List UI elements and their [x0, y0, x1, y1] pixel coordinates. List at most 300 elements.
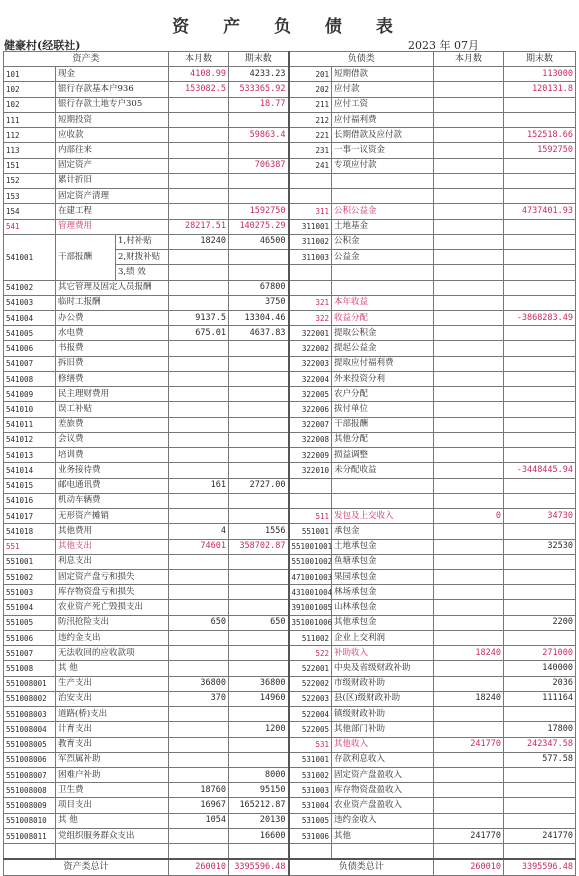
asset-period-end: 1200 — [229, 722, 289, 737]
asset-period-end: 358702.87 — [229, 539, 289, 554]
table-row — [4, 813, 576, 828]
liab-this-month — [434, 341, 504, 356]
table-row — [4, 783, 576, 798]
asset-period-end: 18.77 — [229, 97, 289, 112]
table-row — [4, 768, 576, 783]
asset-name: 库存物资盘亏和损失 — [56, 585, 169, 600]
asset-period-end — [229, 432, 289, 447]
liab-period-end — [504, 554, 576, 569]
asset-name: 其 他 — [56, 813, 169, 828]
asset-period-end — [229, 371, 289, 386]
asset-name: 卫生费 — [56, 783, 169, 798]
liab-period-end — [504, 813, 576, 828]
asset-period-end — [229, 600, 289, 615]
liab-code: 511002 — [289, 630, 332, 645]
asset-period-end — [229, 463, 289, 478]
asset-period-end — [229, 112, 289, 127]
asset-sub-item: 2,财拨补贴 — [116, 250, 169, 265]
liab-name: 公积金 — [332, 234, 434, 249]
asset-name: 项目支出 — [56, 798, 169, 813]
liab-code — [289, 189, 332, 204]
asset-name: 修缮费 — [56, 371, 169, 386]
asset-name: 应收款 — [56, 128, 169, 143]
table-row — [4, 326, 576, 341]
liab-this-month — [434, 554, 504, 569]
asset-period-end — [229, 189, 289, 204]
liab-code: 551001 — [289, 524, 332, 539]
asset-this-month — [169, 387, 229, 402]
asset-code: 551008006 — [4, 752, 56, 767]
table-row — [4, 189, 576, 204]
asset-this-month: 370 — [169, 691, 229, 706]
asset-period-end — [229, 402, 289, 417]
table-row — [4, 585, 576, 600]
liab-code: 322007 — [289, 417, 332, 432]
header-row — [4, 52, 576, 67]
liab-this-month — [434, 97, 504, 112]
asset-this-month — [169, 707, 229, 722]
asset-name: 教育支出 — [56, 737, 169, 752]
liab-code: 322 — [289, 310, 332, 325]
liab-this-month — [434, 768, 504, 783]
liab-name: 其他 — [332, 828, 434, 843]
table-row — [4, 493, 576, 508]
asset-this-month — [169, 554, 229, 569]
liab-period-end — [504, 844, 576, 860]
liab-code: 322008 — [289, 432, 332, 447]
asset-period-end: 2727.00 — [229, 478, 289, 493]
liab-code: 471001003 — [289, 569, 332, 584]
liab-total-period-end: 3395596.48 — [504, 859, 576, 875]
asset-code: 541 — [4, 219, 56, 234]
asset-period-end: 67800 — [229, 280, 289, 295]
asset-name: 书报费 — [56, 341, 169, 356]
liab-this-month — [434, 402, 504, 417]
liab-this-month — [434, 112, 504, 127]
asset-name: 其他费用 — [56, 524, 169, 539]
liab-name — [332, 189, 434, 204]
report-period: 2023 年 07月 — [408, 39, 479, 52]
liab-this-month — [434, 478, 504, 493]
liab-name: 其他承包金 — [332, 615, 434, 630]
asset-period-end: 59863.4 — [229, 128, 289, 143]
asset-name: 固定资产清理 — [56, 189, 169, 204]
liab-this-month — [434, 569, 504, 584]
table-row — [4, 691, 576, 706]
asset-name: 在建工程 — [56, 204, 169, 219]
asset-this-month — [169, 295, 229, 310]
table-row — [4, 280, 576, 295]
liab-this-month — [434, 448, 504, 463]
asset-period-end — [229, 493, 289, 508]
table-row — [4, 295, 576, 310]
asset-this-month: 74601 — [169, 539, 229, 554]
liab-this-month — [434, 600, 504, 615]
asset-this-month — [169, 737, 229, 752]
asset-name: 固定资产 — [56, 158, 169, 173]
liab-this-month: 241770 — [434, 737, 504, 752]
liab-period-end — [504, 798, 576, 813]
liab-name: 农业资产盘盈收入 — [332, 798, 434, 813]
liab-name: 干部报酬 — [332, 417, 434, 432]
liab-name: 市级财政补助 — [332, 676, 434, 691]
liab-period-end — [504, 280, 576, 295]
asset-this-month — [169, 661, 229, 676]
asset-name: 内部往来 — [56, 143, 169, 158]
asset-name: 违约金支出 — [56, 630, 169, 645]
asset-code: 551004 — [4, 600, 56, 615]
liab-code: 531005 — [289, 813, 332, 828]
asset-this-month: 153082.5 — [169, 82, 229, 97]
liab-code: 311003 — [289, 250, 332, 265]
liab-this-month — [434, 432, 504, 447]
organization-name: 健豪村(经联社) — [4, 39, 81, 52]
asset-code: 541013 — [4, 448, 56, 463]
asset-name: 会议费 — [56, 432, 169, 447]
liab-code: 211 — [289, 97, 332, 112]
liab-name: 公积公益金 — [332, 204, 434, 219]
asset-period-end: 20130 — [229, 813, 289, 828]
liab-this-month — [434, 387, 504, 402]
table-row — [4, 128, 576, 143]
liab-code: 322002 — [289, 341, 332, 356]
liab-this-month: 18240 — [434, 691, 504, 706]
liab-name — [332, 493, 434, 508]
liab-total-this-month: 260010 — [434, 859, 504, 875]
table-row — [4, 600, 576, 615]
table-row — [4, 112, 576, 127]
liab-code — [289, 265, 332, 280]
liab-code: 321 — [289, 295, 332, 310]
liab-this-month — [434, 371, 504, 386]
asset-code: 112 — [4, 128, 56, 143]
liab-this-month — [434, 250, 504, 265]
liab-code: 322004 — [289, 371, 332, 386]
asset-period-end — [229, 417, 289, 432]
asset-period-end — [229, 646, 289, 661]
liab-code: 391001005 — [289, 600, 332, 615]
asset-period-end — [229, 554, 289, 569]
asset-code: 551 — [4, 539, 56, 554]
table-row — [4, 82, 576, 97]
liab-name: 未分配收益 — [332, 463, 434, 478]
asset-code: 541011 — [4, 417, 56, 432]
table-row — [4, 402, 576, 417]
liab-code: 522003 — [289, 691, 332, 706]
asset-this-month — [169, 646, 229, 661]
balance-sheet-frame — [3, 51, 575, 873]
liab-period-end — [504, 768, 576, 783]
totals-row — [4, 859, 576, 875]
asset-this-month — [169, 722, 229, 737]
asset-code: 551008002 — [4, 691, 56, 706]
table-row — [4, 646, 576, 661]
liab-period-end — [504, 432, 576, 447]
asset-period-end — [229, 752, 289, 767]
table-row — [4, 524, 576, 539]
asset-this-month — [169, 189, 229, 204]
table-row — [4, 798, 576, 813]
asset-name: 党组织服务群众支出 — [56, 828, 169, 843]
liab-this-month — [434, 463, 504, 478]
liab-this-month — [434, 204, 504, 219]
liab-period-end: 2200 — [504, 615, 576, 630]
liab-this-month — [434, 326, 504, 341]
asset-code: 551007 — [4, 646, 56, 661]
asset-this-month — [169, 173, 229, 188]
asset-period-end — [229, 448, 289, 463]
asset-code: 152 — [4, 173, 56, 188]
asset-name: 办公费 — [56, 310, 169, 325]
asset-period-end — [229, 173, 289, 188]
liab-name: 发包及上交收入 — [332, 509, 434, 524]
liab-period-end — [504, 356, 576, 371]
asset-total-this-month: 260010 — [169, 859, 229, 875]
table-row — [4, 752, 576, 767]
liab-code: 531006 — [289, 828, 332, 843]
asset-this-month — [169, 844, 229, 860]
table-row — [4, 737, 576, 752]
liab-period-end — [504, 112, 576, 127]
asset-name: 银行存款土地专户305 — [56, 97, 169, 112]
liab-this-month — [434, 493, 504, 508]
asset-name: 机动车辆费 — [56, 493, 169, 508]
liab-code: 531 — [289, 737, 332, 752]
asset-period-end — [229, 737, 289, 752]
liab-name: 收益分配 — [332, 310, 434, 325]
liab-name: 违约金收入 — [332, 813, 434, 828]
liab-this-month — [434, 219, 504, 234]
liab-period-end: 241770 — [504, 828, 576, 843]
liab-code: 531002 — [289, 768, 332, 783]
table-row — [4, 828, 576, 843]
liab-name: 农户分配 — [332, 387, 434, 402]
table-row — [4, 158, 576, 173]
asset-period-end — [229, 387, 289, 402]
liab-this-month — [434, 265, 504, 280]
liab-name: 企业上交利润 — [332, 630, 434, 645]
liab-code: 351001006 — [289, 615, 332, 630]
asset-this-month — [169, 143, 229, 158]
liab-period-end — [504, 448, 576, 463]
liab-code: 522004 — [289, 707, 332, 722]
liab-period-end-header: 期末数 — [504, 52, 576, 67]
balance-sheet-table — [3, 51, 576, 876]
asset-period-end: 13304.46 — [229, 310, 289, 325]
liab-this-month — [434, 813, 504, 828]
asset-code: 551008003 — [4, 707, 56, 722]
liab-this-month — [434, 82, 504, 97]
asset-name: 管理费用 — [56, 219, 169, 234]
asset-code: 541017 — [4, 509, 56, 524]
liab-name: 损益调整 — [332, 448, 434, 463]
asset-name: 其他支出 — [56, 539, 169, 554]
asset-period-end — [229, 356, 289, 371]
asset-period-end — [229, 707, 289, 722]
asset-code: 541006 — [4, 341, 56, 356]
liab-name — [332, 265, 434, 280]
asset-code: 541009 — [4, 387, 56, 402]
liab-period-end — [504, 341, 576, 356]
table-row — [4, 463, 576, 478]
asset-this-month — [169, 630, 229, 645]
liab-period-end — [504, 265, 576, 280]
liab-name: 承包金 — [332, 524, 434, 539]
asset-name: 其 他 — [56, 661, 169, 676]
asset-period-end: 14960 — [229, 691, 289, 706]
asset-this-month: 161 — [169, 478, 229, 493]
asset-sub-item: 1,村补贴 — [116, 234, 169, 249]
liab-name: 果园承包金 — [332, 569, 434, 584]
asset-period-end: 4637.83 — [229, 326, 289, 341]
liab-period-end: 32530 — [504, 539, 576, 554]
asset-this-month — [169, 585, 229, 600]
liab-period-end: 2036 — [504, 676, 576, 691]
liab-code: 531001 — [289, 752, 332, 767]
liab-period-end — [504, 250, 576, 265]
table-row — [4, 478, 576, 493]
liab-code — [289, 173, 332, 188]
liab-this-month — [434, 143, 504, 158]
liab-this-month — [434, 798, 504, 813]
liab-this-month — [434, 585, 504, 600]
asset-this-month: 9137.5 — [169, 310, 229, 325]
liab-name: 库存物资盘盈收入 — [332, 783, 434, 798]
asset-code: 102 — [4, 97, 56, 112]
liab-code: 531004 — [289, 798, 332, 813]
period-end-header: 期末数 — [229, 52, 289, 67]
liab-period-end — [504, 173, 576, 188]
liab-period-end: 111164 — [504, 691, 576, 706]
asset-name: 治安支出 — [56, 691, 169, 706]
table-row — [4, 67, 576, 82]
asset-period-end — [229, 265, 289, 280]
liab-this-month — [434, 189, 504, 204]
liab-code: 241 — [289, 158, 332, 173]
liab-name: 应付款 — [332, 82, 434, 97]
liab-code: 322006 — [289, 402, 332, 417]
asset-this-month — [169, 204, 229, 219]
liab-this-month — [434, 280, 504, 295]
asset-period-end: 95150 — [229, 783, 289, 798]
liab-name: 长期借款及应付款 — [332, 128, 434, 143]
table-row — [4, 173, 576, 188]
liab-this-month — [434, 310, 504, 325]
report-title: 资 产 负 债 表 — [172, 17, 407, 37]
liab-name: 提取公积金 — [332, 326, 434, 341]
asset-code: 551008009 — [4, 798, 56, 813]
table-row — [4, 569, 576, 584]
asset-period-end: 706387 — [229, 158, 289, 173]
asset-code: 102 — [4, 82, 56, 97]
table-row — [4, 661, 576, 676]
liab-code: 322009 — [289, 448, 332, 463]
liab-name: 一事一议资金 — [332, 143, 434, 158]
asset-name: 民主理财费用 — [56, 387, 169, 402]
asset-code: 541001 — [4, 234, 56, 280]
asset-this-month — [169, 112, 229, 127]
asset-this-month — [169, 417, 229, 432]
liab-period-end — [504, 219, 576, 234]
liab-name: 鱼塘承包金 — [332, 554, 434, 569]
liab-name: 土地承包金 — [332, 539, 434, 554]
asset-code: 113 — [4, 143, 56, 158]
asset-code: 551008010 — [4, 813, 56, 828]
asset-name: 拆旧费 — [56, 356, 169, 371]
liab-this-month: 241770 — [434, 828, 504, 843]
asset-name: 培训费 — [56, 448, 169, 463]
asset-code: 551008 — [4, 661, 56, 676]
liab-this-month — [434, 158, 504, 173]
asset-code: 551001 — [4, 554, 56, 569]
liab-period-end — [504, 371, 576, 386]
asset-name: 银行存款基本户936 — [56, 82, 169, 97]
table-row — [4, 630, 576, 645]
asset-code: 541005 — [4, 326, 56, 341]
asset-period-end — [229, 630, 289, 645]
liab-period-end — [504, 326, 576, 341]
asset-this-month — [169, 569, 229, 584]
asset-name: 误工补贴 — [56, 402, 169, 417]
asset-name: 临时工报酬 — [56, 295, 169, 310]
asset-period-end — [229, 844, 289, 860]
liab-this-month — [434, 676, 504, 691]
asset-this-month: 18240 — [169, 234, 229, 249]
liab-name: 其他分配 — [332, 432, 434, 447]
asset-code: 101 — [4, 67, 56, 82]
asset-code: 153 — [4, 189, 56, 204]
asset-this-month — [169, 97, 229, 112]
balance-sheet-body — [4, 52, 576, 876]
liab-this-month — [434, 67, 504, 82]
this-month-header: 本月数 — [169, 52, 229, 67]
asset-code: 551008005 — [4, 737, 56, 752]
asset-this-month — [169, 768, 229, 783]
asset-period-end — [229, 661, 289, 676]
table-row — [4, 722, 576, 737]
liab-code: 202 — [289, 82, 332, 97]
asset-total-period-end: 3395596.48 — [229, 859, 289, 875]
liab-name: 短期借款 — [332, 67, 434, 82]
asset-period-end: 3750 — [229, 295, 289, 310]
asset-this-month — [169, 371, 229, 386]
liab-name — [332, 478, 434, 493]
liab-name: 本年收益 — [332, 295, 434, 310]
liab-code: 551001001 — [289, 539, 332, 554]
asset-type-header: 资产类 — [4, 52, 169, 67]
liab-this-month — [434, 128, 504, 143]
liab-name: 固定资产盘盈收入 — [332, 768, 434, 783]
asset-this-month — [169, 250, 229, 265]
liab-code — [289, 478, 332, 493]
asset-period-end: 1592750 — [229, 204, 289, 219]
asset-period-end: 4233.23 — [229, 67, 289, 82]
asset-name: 固定资产盘亏和损失 — [56, 569, 169, 584]
asset-period-end — [229, 250, 289, 265]
liab-this-month — [434, 844, 504, 860]
liab-code: 311 — [289, 204, 332, 219]
table-row — [4, 371, 576, 386]
asset-this-month: 28217.51 — [169, 219, 229, 234]
liab-code: 522005 — [289, 722, 332, 737]
liab-period-end — [504, 783, 576, 798]
asset-this-month — [169, 509, 229, 524]
liab-period-end — [504, 493, 576, 508]
liab-period-end — [504, 402, 576, 417]
asset-name: 邮电通讯费 — [56, 478, 169, 493]
asset-this-month: 675.01 — [169, 326, 229, 341]
table-row — [4, 310, 576, 325]
